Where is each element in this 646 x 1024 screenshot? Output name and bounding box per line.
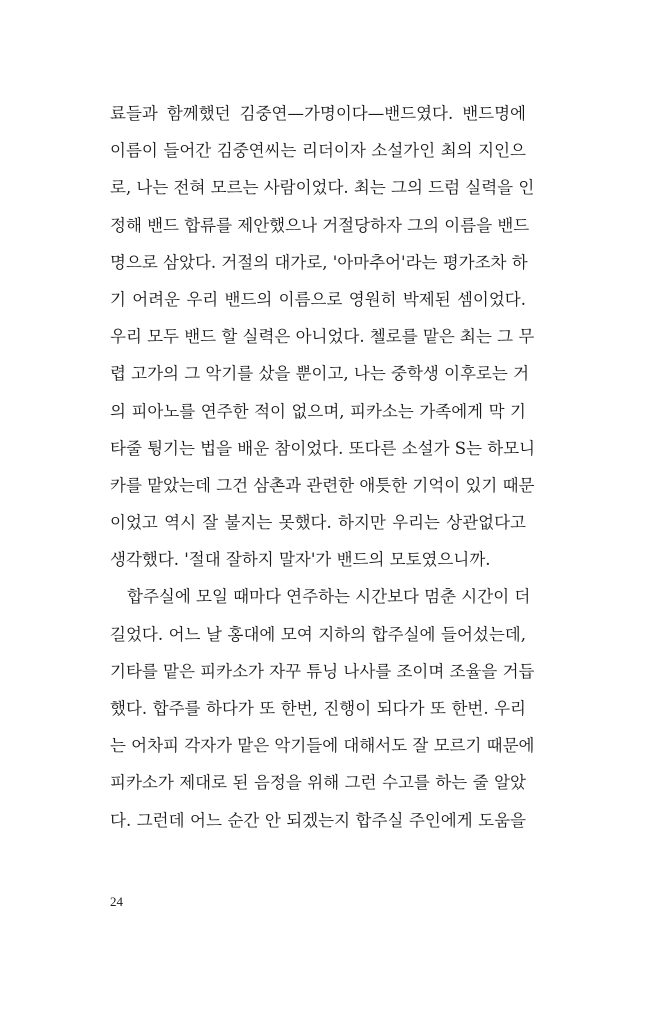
body-text — [110, 95, 536, 839]
text-line: 타줄 튕기는 법을 배운 참이었다. 또다른 소설가 S는 하모니 — [110, 438, 536, 458]
text-line: 다. 그런데 어느 순간 안 되겠는지 합주실 주인에게 도움을 — [110, 810, 526, 830]
text-line: 료들과 함께했던 김중연—가명이다—밴드였다. 밴드명에 — [110, 104, 526, 123]
text-line: 피카소가 제대로 된 음정을 위해 그런 수고를 하는 줄 알았 — [110, 773, 526, 793]
text-line: 명으로 삼았다. 거절의 대가로, '아마추어'라는 평가조차 하 — [110, 252, 528, 272]
text-line: 생각했다. '절대 잘하지 말자'가 밴드의 모토였으니까. — [110, 550, 491, 570]
text-line: 로, 나는 전혀 모르는 사람이었다. 최는 그의 드럼 실력을 인 — [110, 178, 535, 198]
text-line: 렵 고가의 그 악기를 샀을 뿐이고, 나는 중학생 이후로는 거 — [110, 364, 530, 384]
page-number: 24 — [110, 894, 123, 909]
text-line: 했다. 합주를 하다가 또 한번, 진행이 되다가 또 한번. 우리 — [110, 699, 526, 718]
text-line: 카를 맡았는데 그건 삼촌과 관련한 애틋한 기억이 있기 때문 — [110, 475, 535, 495]
text-line: 길었다. 어느 날 홍대에 모여 지하의 합주실에 들어섰는데, — [110, 624, 526, 644]
text-line: 우리 모두 밴드 할 실력은 아니었다. 첼로를 맡은 최는 그 무 — [110, 327, 535, 347]
text-line: 는 어차피 각자가 맡은 악기들에 대해서도 잘 모르기 때문에 — [110, 736, 535, 756]
text-line: 의 피아노를 연주한 적이 없으며, 피카소는 가족에게 막 기 — [110, 401, 526, 421]
text-line: 기 어려운 우리 밴드의 이름으로 영원히 박제된 셈이었다. — [110, 289, 526, 309]
text-line: 이름이 들어간 김중연씨는 리더이자 소설가인 최의 지인으 — [110, 141, 526, 161]
text-line: 합주실에 모일 때마다 연주하는 시간보다 멈춘 시간이 더 — [127, 587, 531, 607]
text-line: 이었고 역시 잘 불지는 못했다. 하지만 우리는 상관없다고 — [110, 513, 526, 533]
text-line: 기타를 맡은 피카소가 자꾸 튜닝 나사를 조이며 조율을 거듭 — [110, 661, 535, 681]
text-line: 정해 밴드 합류를 제안했으나 거절당하자 그의 이름을 밴드 — [110, 215, 530, 235]
